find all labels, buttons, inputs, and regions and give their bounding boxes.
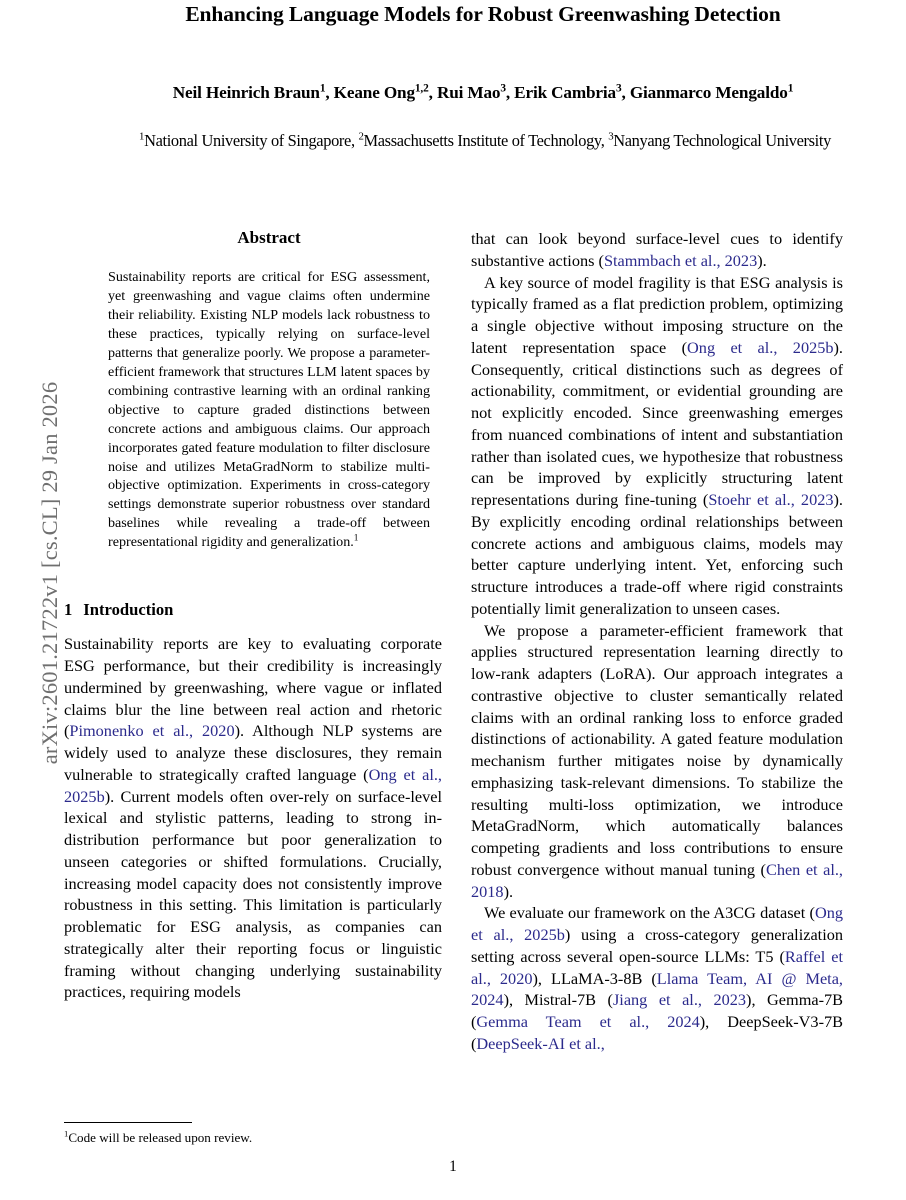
citation-link[interactable]: Raffel et al., 2020: [471, 946, 843, 988]
affiliation-name: National University of Singapore: [144, 130, 351, 150]
citation-link[interactable]: Pimonenko et al., 2020: [69, 721, 235, 741]
affiliation-mark: 2: [358, 130, 364, 143]
paragraph-introduction-1: Sustainability reports are key to evaluating corporate ESG performance, but their credibility is increasingly undermined by greenwashing, where vague or inflated claims blur the line between real action and rhetoric (Pimonenko et al., 2020). Although NLP systems are widely used to analyze these disclosures, they remain vulnerable to strategically crafted language (Ong et al., 2025b). Current models often over-rely on surface-level lexical and stylistic patterns, leading to strong in-distribution performance but poor generalization to unseen categories or shifted formulations. Crucially, increasing model capacity does not consistently improve robustness in this setting. This limitation is particularly problematic for ESG analysis, as companies can strategically alter their reporting focus or linguistic framing without changing underlying sustainability practices, requiring models: [64, 634, 442, 1002]
citation-link[interactable]: Stammbach et al., 2023: [603, 250, 758, 270]
footnote-rule: [64, 1122, 192, 1123]
author-name: Keane Ong: [333, 82, 415, 102]
abstract-text: Sustainability reports are critical for ESG assessment, yet greenwashing and vague claims often undermine their reliability. Existing NLP models lack robustness to these practices, typically relying on surface-level patterns that generalize poorly. We propose a parameter-efficient framework that structures LLM latent spaces by combining contrastive learning with an ordinal ranking objective to capture graded distinctions between concrete actions and ambiguous claims. Our approach incorporates gated feature modulation to filter disclosure noise and utilizes MetaGradNorm to stabilize multi-objective optimization. Experiments in cross-category settings demonstrate superior robustness over standard baselines while revealing a trade-off between representational rigidity and generalization.$^1$: [108, 269, 430, 551]
affiliation-mark: 1: [139, 130, 145, 143]
citation-link[interactable]: Jiang et al., 2023: [612, 990, 747, 1010]
abstract-heading: Abstract: [237, 228, 301, 247]
citation-link[interactable]: DeepSeek-AI et al.,: [476, 1033, 605, 1053]
author-affiliation-mark: 1: [319, 81, 326, 94]
affiliation-mark: 3: [608, 130, 614, 143]
page-title: Enhancing Language Models for Robust Greenwashing Detection: [185, 2, 781, 26]
author-affiliation-mark: 1: [787, 81, 794, 94]
footnote-text: $^1$Code will be released upon review.: [64, 1128, 253, 1145]
section-heading-introduction: [64, 552, 442, 633]
abstract-footnote-marker: 1: [353, 533, 359, 544]
paragraph-introduction-3: We propose a parameter-efficient framework that applies structured representation learning directly to low-rank adapters (LoRA). Our approach integrates a contrastive objective to cluster semantically related claims with an ordinal ranking loss to enforce graded distinctions of actionability. A gated feature modulation mechanism further mitigates noise by dynamically emphasizing task-relevant dimensions. To stabilize the resulting multi-loss optimization, we introduce MetaGradNorm, which automatically balances competing gradients and loss contributions to ensure robust convergence without manual tuning (Chen et al., 2018).: [471, 620, 843, 901]
title-block: [60, 0, 906, 151]
affiliation-list: $^1$National University of Singapore, $^2$Massachusetts Institute of Technology, $^3$Nanyang Technological University: [139, 130, 831, 150]
abstract-block: [108, 228, 430, 552]
citation-link[interactable]: Ong et al., 2025b: [687, 337, 834, 357]
author-affiliation-mark: 3: [615, 81, 622, 94]
citation-link[interactable]: Ong et al., 2025b: [64, 764, 442, 806]
citation-link[interactable]: Ong et al., 2025b: [471, 903, 843, 944]
author-affiliation-mark: 3: [500, 81, 506, 94]
section-title: Introduction: [83, 600, 174, 620]
paragraph-introduction-4: We evaluate our framework on the A3CG dataset (Ong et al., 2025b) using a cross-category generalization setting across several open-source LLMs: T5 (Raffel et al., 2020), LLaMA-3-8B (Llama Team, AI @ Meta, 2024), Mistral-7B (Jiang et al., 2023), Gemma-7B (Gemma Team et al., 2024), DeepSeek-V3-7B (DeepSeek-AI et al.,: [471, 903, 844, 1053]
citation-link[interactable]: Stoehr et al., 2023: [708, 490, 834, 509]
author-affiliation-mark: 1,2: [414, 81, 429, 94]
page-number: 1: [449, 1158, 457, 1175]
affiliation-name: Massachusetts Institute of Technology: [363, 130, 601, 150]
citation-link[interactable]: Gemma Team et al., 2024: [476, 1012, 700, 1031]
footnote-marker: 1: [64, 1128, 69, 1139]
author-name: Gianmarco Mengaldo: [629, 82, 788, 102]
arxiv-stamp: arXiv:2601.21722v1 [cs.CL] 29 Jan 2026: [37, 381, 62, 765]
author-name: Rui Mao: [436, 82, 501, 102]
author-name: Erik Cambria: [514, 82, 616, 102]
column-right: [471, 228, 843, 1055]
column-left: [64, 228, 442, 1003]
citation-link[interactable]: Chen et al., 2018: [471, 859, 843, 901]
author-name: Neil Heinrich Braun: [172, 82, 320, 102]
citation-link[interactable]: Llama Team, AI @ Meta, 2024: [471, 968, 843, 1010]
section-number: 1: [64, 600, 73, 620]
author-list: Neil Heinrich Braun$^1$, Keane Ong$^{1,2}$, Rui Mao$^3$, Erik Cambria$^3$, Gianmarco Mengaldo$^1$: [172, 81, 794, 102]
footnote-area: [64, 1122, 442, 1146]
paragraph-introduction-1-cont: that can look beyond surface-level cues to identify substantive actions (Stammbach et al., 2023).: [471, 229, 843, 270]
affiliation-name: Nanyang Technological University: [613, 130, 831, 150]
paragraph-introduction-2: A key source of model fragility is that ESG analysis is typically framed as a flat prediction problem, optimizing a single objective without imposing structure on the latent representation space (Ong et al., 2025b). Consequently, critical distinctions such as degrees of actionability, commitment, or evidential grounding are not explicitly encoded. Since greenwashing emerges from nuanced combinations of intent and substantiation rather than isolated cues, we hypothesize that robustness can be improved by explicitly structuring latent representations during fine-tuning (Stoehr et al., 2023). By explicitly encoding ordinal relationships between concrete actions and ambiguous claims, models may better capture underlying intent. Yet, enforcing such structure introduces a trade-off where rigid constraints potentially limit generalization to unseen cases.: [471, 272, 844, 618]
